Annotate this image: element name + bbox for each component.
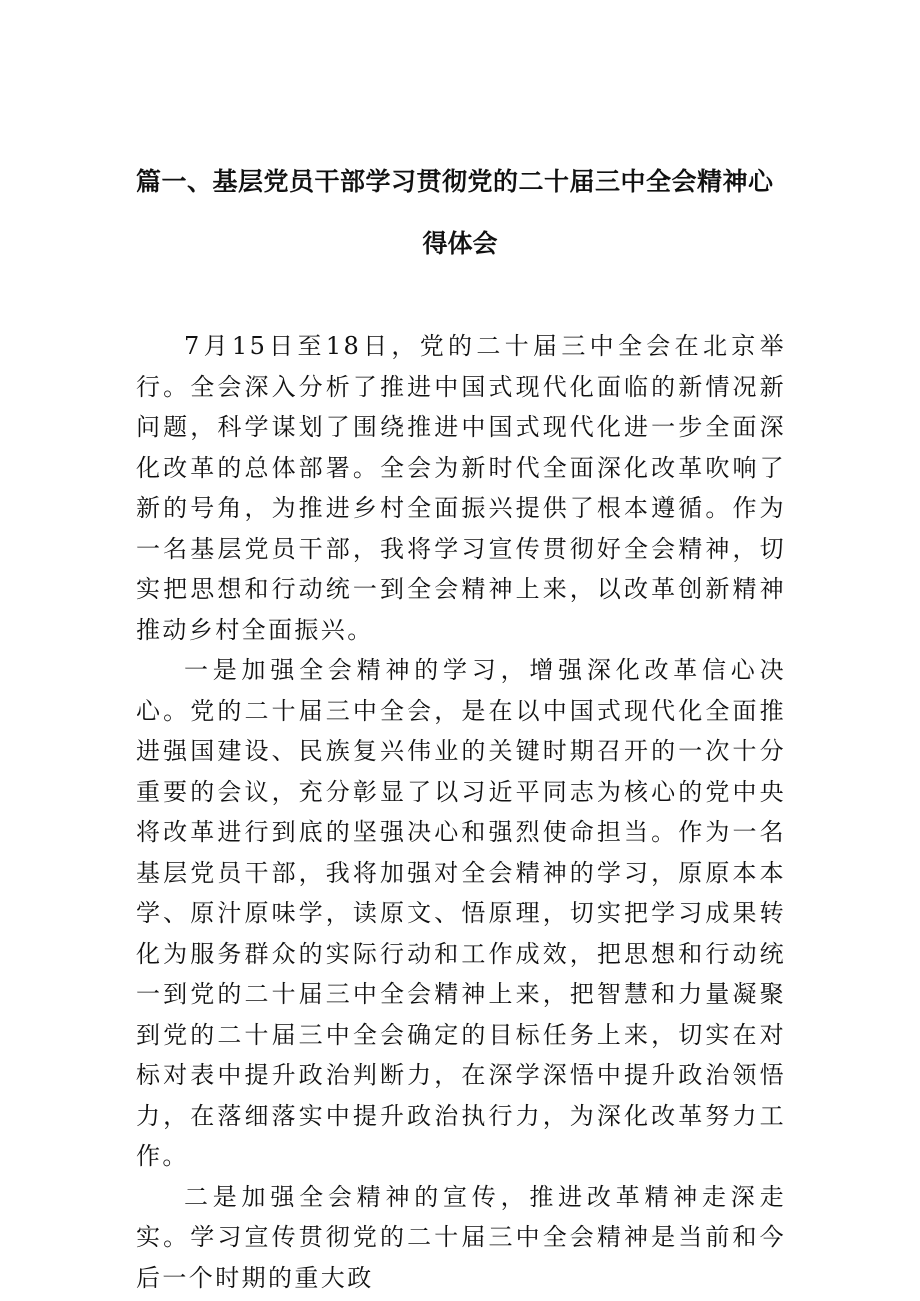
- paragraph-intro: 7月15日至18日，党的二十届三中全会在北京举行。全会深入分析了推进中国式现代化面临的新情况新问题，科学谋划了围绕推进中国式现代化进一步全面深化改革的总体部署。全会为新时代全面深化改革吹响了新的号角，为推进乡村全面振兴提供了根本遵循。作为一名基层党员干部，我将学习宣传贯彻好全会精神，切实把思想和行动统一到全会精神上来，以改革创新精神推动乡村全面振兴。: [136, 332, 786, 644]
- document-title-line-1: 篇一、基层党员干部学习贯彻党的二十届三中全会精神心: [136, 167, 774, 196]
- paragraph-point-one: 一是加强全会精神的学习，增强深化改革信心决心。党的二十届三中全会，是在以中国式现代化全面推进强国建设、民族复兴伟业的关键时期召开的一次十分重要的会议，充分彰显了以习近平同志为核心的党中央将改革进行到底的坚强决心和强烈使命担当。作为一名基层党员干部，我将加强对全会精神的学习，原原本本学、原汁原味学，读原文、悟原理，切实把学习成果转化为服务群众的实际行动和工作成效，把思想和行动统一到党的二十届三中全会精神上来，把智慧和力量凝聚到党的二十届三中全会确定的目标任务上来，切实在对标对表中提升政治判断力，在深学深悟中提升政治领悟力，在落细落实中提升政治执行力，为深化改革努力工作。: [136, 656, 786, 1170]
- document-body: [136, 326, 786, 1298]
- paragraph-point-two: 二是加强全会精神的宣传，推进改革精神走深走实。学习宣传贯彻党的二十届三中全会精神是当前和今后一个时期的重大政: [136, 1182, 786, 1292]
- document-title-line-2: 得体会: [422, 229, 498, 258]
